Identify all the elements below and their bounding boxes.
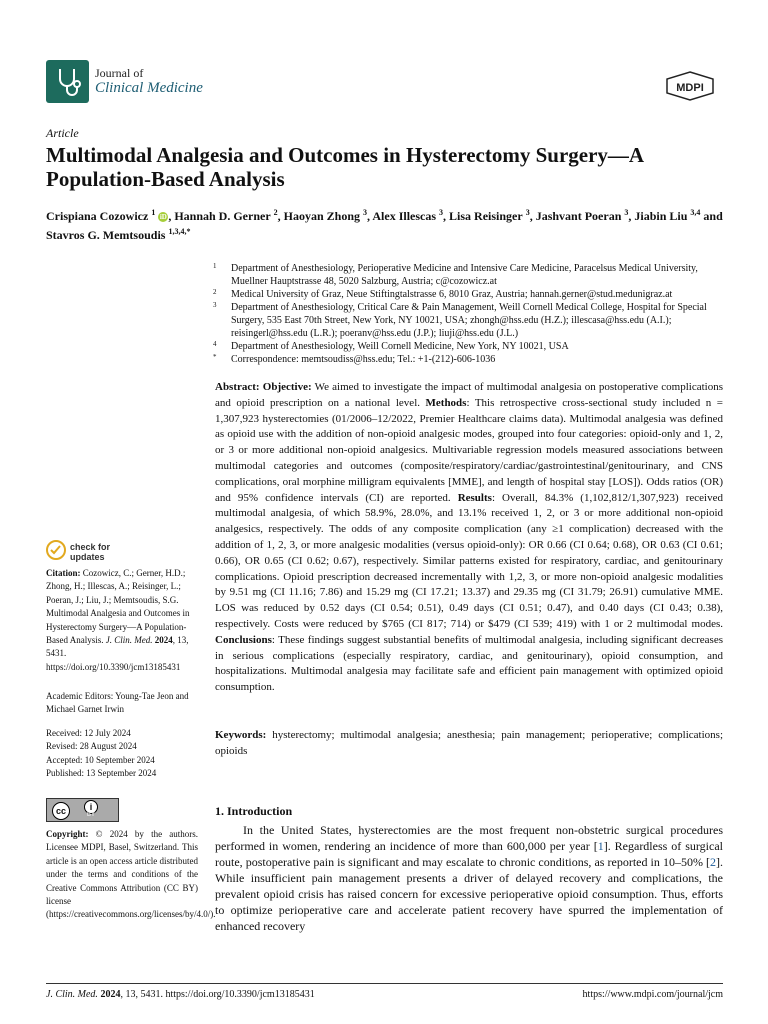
methods-label: Methods [425, 396, 467, 409]
affiliation-number: * [213, 353, 217, 361]
author-name: Crispiana Cozowicz [46, 209, 149, 223]
citation-doi: , 13, 5431. https://doi.org/10.3390/jcm13185431 [46, 635, 189, 672]
citation-journal: J. Clin. Med. [105, 635, 153, 646]
affiliations [213, 262, 723, 366]
intro-text: In the United States, hysterectomies are the most frequent non-obstetric surgical procedures performed in women, rendering an incidence of more than 600,000 per year [ [215, 823, 723, 853]
citation-label: Citation: [46, 568, 81, 578]
author-sup: 3 [363, 208, 368, 217]
mdpi-logo[interactable] [665, 71, 715, 101]
affiliation-number: 4 [213, 340, 217, 348]
footer-journal: J. Clin. Med. [46, 989, 98, 1000]
author-name: Stavros G. Memtsoudis [46, 228, 166, 242]
citation-year: 2024 [154, 635, 173, 646]
intro-text: ]. While insufficient pain management presents a driver of delayed recovery and complications, the prevalent opioid crisis has raised concern for excessive perioperative opioid consumption. Thus, efforts to optimize perioperative care and accelerate patient recovery have spurred the implementation of enhanced recovery [215, 855, 723, 933]
objective-text: We aimed to investigate the impact of multimodal analgesia on postoperative complications and opioid prescription on a national level. [215, 381, 724, 409]
cc-icon: cc [52, 802, 70, 820]
section-heading: 1. Introduction [215, 804, 293, 818]
checkmark-icon [48, 542, 64, 558]
affiliation-text: Department of Anesthesiology, Perioperative Medicine and Intensive Care Medicine, Paracelsus Medical University, Muellner Hauptstrasse 48, 5020 Salzburg, Austria; c@cozowicz.at [231, 263, 698, 287]
date-accepted: Accepted: 10 September 2024 [46, 754, 155, 765]
reference-link[interactable]: 1 [597, 839, 604, 853]
affiliation-text: Medical University of Graz, Neue Stiftingtalstrasse 6, 8010 Graz, Austria; hannah.gerner@stud.medunigraz.at [231, 289, 673, 300]
page-title: Multimodal Analgesia and Outcomes in Hysterectomy Surgery—A Population-Based Analysis [46, 143, 643, 191]
affiliation-number: 2 [213, 288, 217, 296]
abstract-label: Abstract: [215, 381, 260, 393]
date-published: Published: 13 September 2024 [46, 768, 157, 779]
abstract [215, 380, 723, 696]
check-for-updates-button[interactable] [70, 542, 110, 562]
methods-text: : This retrospective cross-sectional study included n = 1,307,923 hysterectomies (01/2006–12/2022, Premier Healthcare claims data). Multimodal analgesia was defined as opioid use with the addition of non-opioid analgesic modes, grouped into four categories: opioid-only and 1, 2, or 3 or more additional non-opioid analgesics. Multivariable regression models measured associations between multimodal categories and outcomes (composite/respiratory/cardiac/gastrointestinal/genitourinary, and CNS complications, oral morphine milligram equivalents [MME], and length of hospital stay [LOS]). Odds ratios (OR) and 95% confidence intervals (CI) are reported. [215, 396, 723, 504]
objective-label: Objective: [262, 381, 312, 393]
affiliation-text: Department of Anesthesiology, Weill Cornell Medicine, New York, NY 10021, USA [231, 341, 569, 352]
orcid-icon[interactable]: iD [159, 213, 167, 221]
check-updates-line1: check for [70, 542, 111, 552]
author-sup: 3 [439, 208, 444, 217]
author-name: Lisa Reisinger [449, 209, 523, 223]
copyright-label: Copyright: [46, 829, 89, 839]
cc-license-badge[interactable] [46, 798, 119, 822]
footer-url[interactable]: https://www.mdpi.com/journal/jcm [582, 989, 723, 1000]
author-name: Haoyan Zhong [283, 209, 361, 223]
keywords [215, 728, 723, 760]
footer-doi: , 13, 5431. https://doi.org/10.3390/jcm13185431 [120, 989, 315, 1000]
intro-paragraph [215, 822, 723, 934]
author-list: Crispiana Cozowicz $^1$ iD , Hannah D. Gerner $^2$, Haoyan Zhong $^3$, Alex Illescas $^3$, Lisa Reisinger $^3$, Jashvant Poeran $^3$, Jiabin Liu $^{3,4}$ and Stavros G. Memtsoudis $^{1,3,4,*}$ [46, 208, 723, 242]
affiliation-number: 3 [213, 301, 217, 309]
author-sup: 1,3,4,* [168, 227, 191, 236]
results-text: : Overall, 84.3% (1,102,812/1,307,923) received multimodal analgesia, of which 58.9%, 28.0%, and 13.1% received 1, 2, or 3 or more additional non-opioid analgesics, respectively. The odds of any composite complication (any ≥1 complication) decreased with the addition of 1, 2, 3, or more analgesic modalities (versus opioid-only): OR 0.66 (CI 0.64; 0.68), OR 0.63 (CI 0.61; 0.66), OR 0.65 (CI 0.62; 0.67), respectively. Similar patterns existed for respiratory, cardiac, and genitourinary complications. Opioid prescription decreased incrementally with 1,2, 3, or more non-opioid analgesic modalities by 9.51 mg (CI 11.16; 7.86) and 15.29 mg (CI 17.21; 13.37) and 29.35 mg (CI 31.79; 26.91) cumulative MME. LOS was reduced by 0.52 days (CI 0.54; 0.51), 0.49 days (CI 0.51; 0.47), and 0.40 days (CI 0.43; 0.38), respectively. Costs were reduced by $765 (CI 817; 714) or $479 (CI 539; 419) with 1 or 2 multimodal modes. [215, 491, 723, 630]
journal-of-label: Journal of [95, 66, 144, 80]
copyright [46, 828, 216, 922]
mdpi-label: MDPI [676, 82, 704, 94]
footer-year: 2024 [100, 989, 121, 1000]
affiliation-item [213, 301, 723, 340]
date-received: Received: 12 July 2024 [46, 728, 131, 738]
author-sup: 1 [151, 208, 156, 217]
author-sup: 2 [273, 208, 278, 217]
author-name: Jashvant Poeran [535, 209, 622, 223]
journal-name[interactable]: Clinical Medicine [95, 80, 203, 96]
author-name: Jiabin Liu [634, 209, 688, 223]
affiliation-number: 1 [213, 262, 217, 270]
citation-text: Cozowicz, C.; Gerner, H.D.; Zhong, H.; Illescas, A.; Reisinger, L.; Poeran, J.; Liu, J.; Memtsoudis, S.G. Multimodal Analgesia and Outcomes in Hysterectomy Surgery—A Population-Based Analysis. [46, 568, 190, 646]
affiliation-item [213, 340, 723, 353]
results-label: Results [457, 491, 492, 504]
conclusions-label: Conclusions [215, 633, 272, 646]
academic-editors: Academic Editors: Young-Tae Jeon and Michael Garnet Irwin [46, 691, 189, 715]
citation [46, 567, 198, 674]
footer-divider [46, 983, 723, 984]
affiliation-text: Department of Anesthesiology, Critical Care & Pain Management, Weill Cornell Medical College, Hospital for Special Surgery, 535 East 70th Street, New York, NY 10021, USA; zhongh@hss.edu (H.Z.); illescasa@hss.edu (A.I.); reisingerl@hss.edu (L.R.); poeranv@hss.edu (J.P.); liuji@hss.edu (J.L.) [231, 302, 707, 339]
stethoscope-icon [46, 60, 89, 103]
copyright-text: © 2024 by the authors. Licensee MDPI, Basel, Switzerland. This article is an open access article distributed under the terms and conditions of the Creative Commons Attribution (CC BY) license (https://creativecommons.org/licenses/by/4.0/). [46, 829, 216, 920]
affiliation-text: Correspondence: memtsoudiss@hss.edu; Tel.: +1-(212)-606-1036 [231, 354, 496, 365]
mdpi-hexagon-icon [665, 71, 715, 101]
author-sup: 3 [624, 208, 629, 217]
journal-logo [46, 60, 89, 103]
affiliation-item [213, 353, 723, 366]
author-sup: 3,4 [690, 208, 701, 217]
author-name: Hannah D. Gerner [174, 209, 271, 223]
check-updates-line2: updates [70, 552, 105, 562]
cc-by-label: BY [87, 812, 96, 818]
by-person-icon: i [84, 800, 98, 814]
intro-text: ]. Regardless of surgical route, postoperative pain is significant and may escalate to chronic conditions, as reported in 10–50% [ [215, 839, 723, 869]
article-type: Article [46, 126, 79, 140]
author-name: Alex Illescas [372, 209, 437, 223]
footer-citation [46, 989, 315, 1000]
keywords-label: Keywords: [215, 729, 267, 741]
check-for-updates-icon[interactable] [46, 540, 66, 560]
conclusions-text: : These findings suggest substantial benefits of multimodal analgesia, including significant decreases in serious complications (especially respiratory, cardiac, and genitourinary), opioid consumption, and hospitalizations. Multimodal analgesia may facilitate safe and efficient pain management with optimized opioid consumption. [215, 633, 723, 694]
dates [46, 727, 198, 781]
affiliation-item [213, 288, 723, 301]
date-revised: Revised: 28 August 2024 [46, 741, 137, 752]
affiliation-item [213, 262, 723, 288]
keywords-text: hysterectomy; multimodal analgesia; anesthesia; pain management; perioperative; complications; opioids [215, 729, 723, 757]
reference-link[interactable]: 2 [710, 855, 716, 869]
author-sup: 3 [525, 208, 530, 217]
